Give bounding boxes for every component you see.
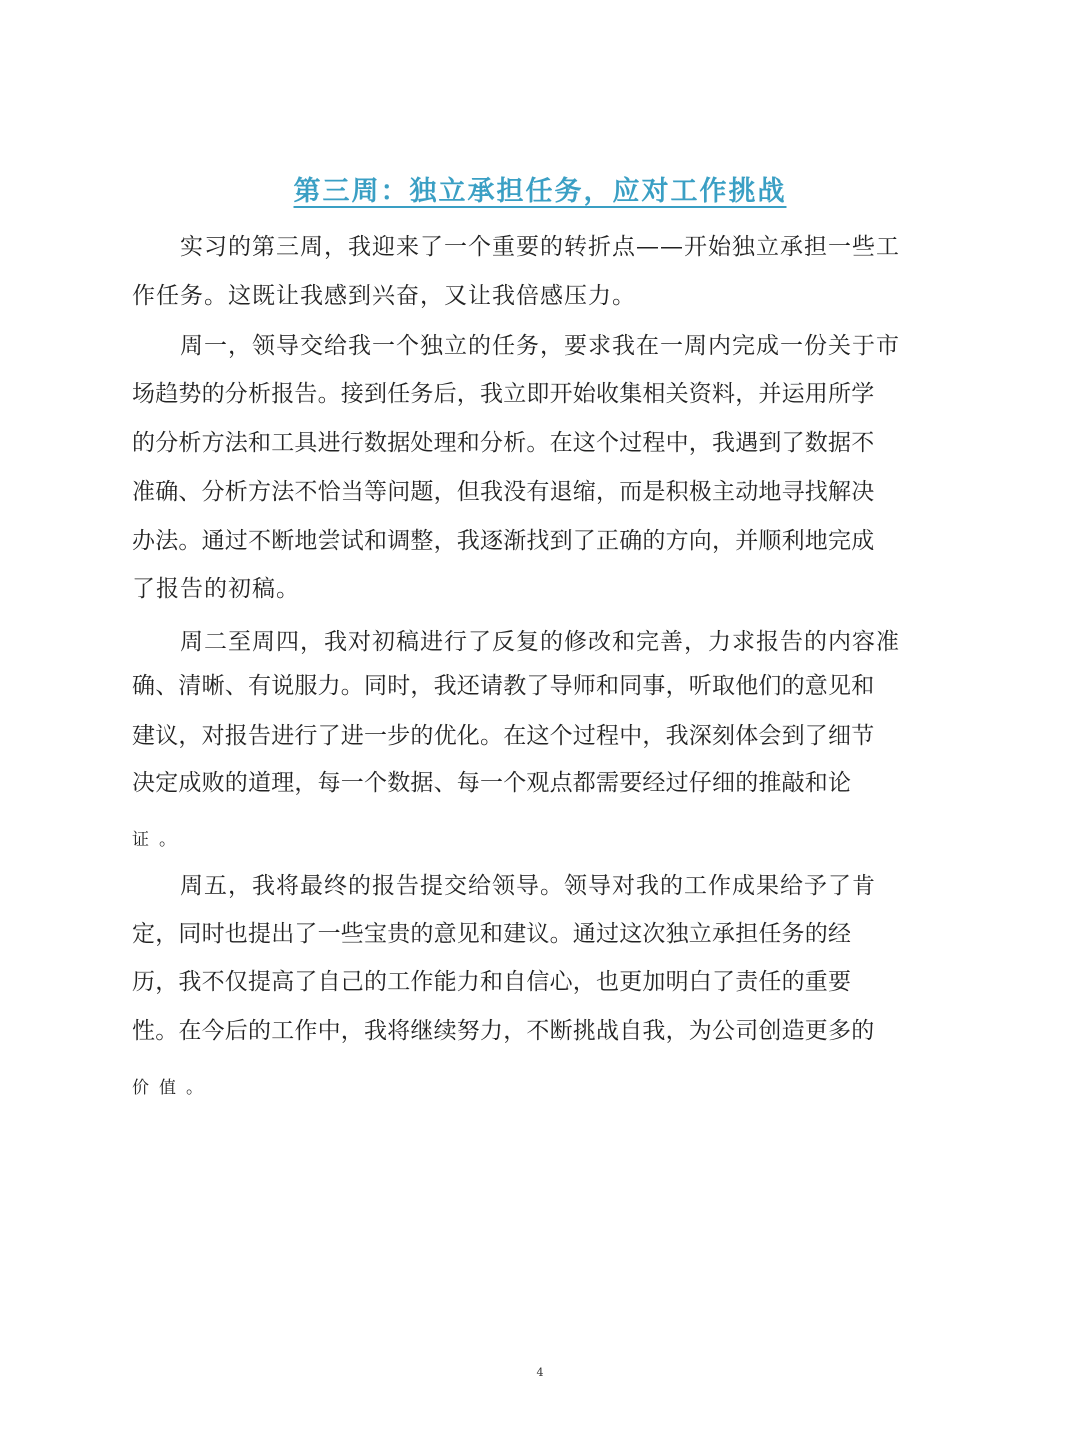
paragraph-3-line-5: 证。: [132, 830, 186, 850]
page-number: 4: [536, 1366, 544, 1379]
paragraph-3-line-4: 决定成败的道理，每一个数据、每一个观点都需要经过仔细的推敲和论: [132, 770, 852, 796]
paragraph-2-line-4: 准确、分析方法不恰当等问题，但我没有退缩，而是积极主动地寻找解决: [132, 479, 875, 505]
paragraph-3-line-3: 建议，对报告进行了进一步的优化。在这个过程中，我深刻体会到了细节: [132, 723, 875, 749]
section-heading-text: 第三周：独立承担任务，应对工作挑战: [293, 176, 787, 207]
paragraph-3-line-2: 确、清晰、有说服力。同时，我还请教了导师和同事，听取他们的意见和: [132, 673, 875, 699]
paragraph-1-line-1: 实习的第三周，我迎来了一个重要的转折点——开始独立承担一些工: [180, 234, 900, 260]
section-heading: [0, 172, 1080, 212]
paragraph-2-line-2: 场趋势的分析报告。接到任务后，我立即开始收集相关资料，并运用所学: [132, 381, 875, 407]
paragraph-2-line-3: 的分析方法和工具进行数据处理和分析。在这个过程中，我遇到了数据不: [132, 430, 875, 456]
paragraph-3-line-1: 周二至周四，我对初稿进行了反复的修改和完善，力求报告的内容准: [180, 629, 900, 655]
paragraph-4-line-5: 价值。: [132, 1078, 213, 1098]
paragraph-4-line-3: 历，我不仅提高了自己的工作能力和自信心，也更加明白了责任的重要: [132, 969, 852, 995]
paragraph-2-line-6: 了报告的初稿。: [132, 576, 300, 602]
paragraph-4-line-2: 定，同时也提出了一些宝贵的意见和建议。通过这次独立承担任务的经: [132, 921, 852, 947]
paragraph-2-line-1: 周一，领导交给我一个独立的任务，要求我在一周内完成一份关于市: [180, 333, 900, 359]
paragraph-4-line-1: 周五，我将最终的报告提交给领导。领导对我的工作成果给予了肯: [180, 873, 876, 899]
paragraph-4-line-4: 性。在今后的工作中，我将继续努力，不断挑战自我，为公司创造更多的: [132, 1018, 875, 1044]
paragraph-2-line-5: 办法。通过不断地尝试和调整，我逐渐找到了正确的方向，并顺利地完成: [132, 528, 875, 554]
paragraph-1-line-2: 作任务。这既让我感到兴奋，又让我倍感压力。: [132, 283, 636, 309]
